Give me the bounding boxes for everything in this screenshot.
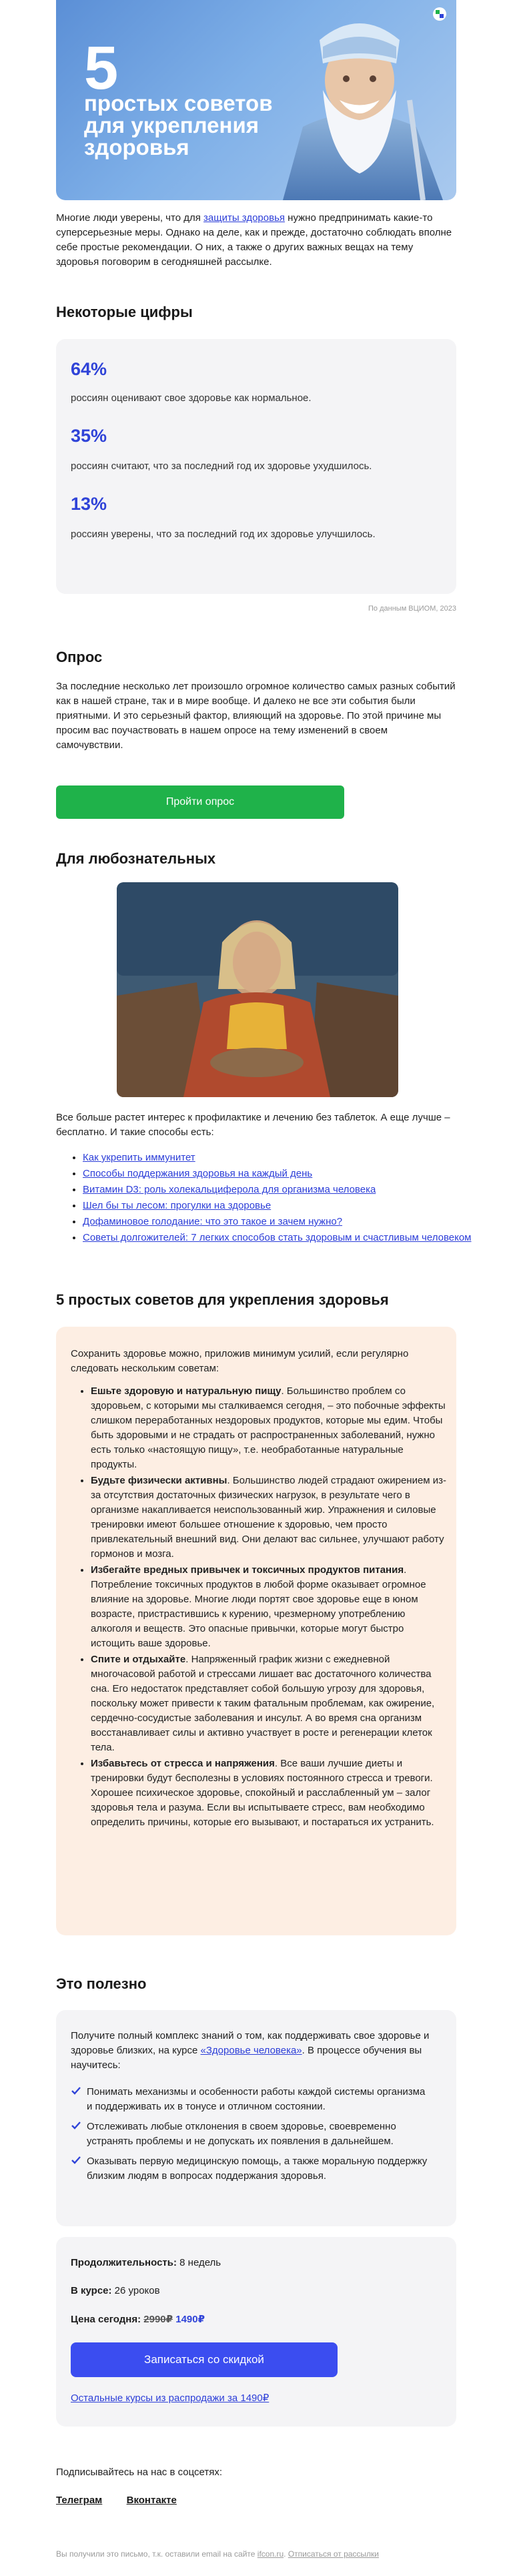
curious-links-list: [56, 1150, 483, 1246]
link-dopamine-fasting[interactable]: Дофаминовое голодание: что это такое и зачем нужно?: [83, 1216, 343, 1227]
stats-source: По данным ВЦИОМ, 2023: [368, 605, 456, 613]
tip-title: Ешьте здоровую и натуральную пищу: [91, 1385, 282, 1397]
take-survey-button[interactable]: Пройти опрос: [56, 785, 344, 819]
tip-text: . Напряженный график жизни с ежедневной многочасовой работой и стрессами лишает вас достаточного количества сна. Его недостаток представляет собой большую угрозу для здоровья, поскольку может привести к таким фатальным проблемам, как ожирение, сердечно-сосудистые заболевания и инсульт. А во время сна организм восстанавливает силы и активно участвует в росте и регенерации клеток тела.: [91, 1654, 435, 1753]
folk-tale-character-image: [117, 882, 398, 1097]
link-vitamin-d3[interactable]: Витамин D3: роль холекальциферола для организма человека: [83, 1184, 376, 1195]
checkmark-icon: [71, 2155, 81, 2166]
link-daily-health[interactable]: Способы поддержания здоровья на каждый день: [83, 1168, 313, 1179]
list-item: [83, 1214, 483, 1230]
useful-check-list: [71, 2085, 431, 2189]
old-price: 2990₽: [143, 2314, 173, 2325]
intro-text: [56, 211, 456, 270]
tips-heading: 5 простых советов для укрепления здоровья: [56, 1291, 389, 1308]
lessons-value: 26 уроков: [111, 2285, 160, 2296]
list-item: [83, 1198, 483, 1214]
tips-card: [56, 1327, 456, 1935]
survey-text: За последние несколько лет произошло огромное количество самых разных событий как в нашей стране, так и в мире вообще. И далеко не все эти события были приятными. И это серьезный фактор, влияющий на здоровье. По этой причине мы просим вас поучаствовать в нашем опросе на тему изменений в своем самочувствии.: [56, 681, 456, 751]
intro-text-end: нужно предпринимать какие-то суперсерьезные меры. Однако на деле, как и прежде, достаточно соблюдать вполне себе простые рекомендации. О них, а также о других важных вещах на тему здоровья поговорим в сегодняшней рассылке.: [56, 212, 452, 268]
stat-text-3: россиян уверены, что за последний год их здоровье улучшилось.: [71, 529, 376, 540]
curious-heading: Для любознательных: [56, 850, 216, 867]
useful-card: [56, 2010, 456, 2226]
useful-intro-start: Получите полный комплекс знаний о том, как поддерживать свое здоровье и здоровье близких, на курсе: [71, 2030, 430, 2056]
list-item: [71, 2154, 431, 2184]
duration-label: Продолжительность:: [71, 2257, 177, 2268]
list-item: [91, 1756, 447, 1830]
link-immunity[interactable]: Как укрепить иммунитет: [83, 1152, 195, 1163]
tip-title: Будьте физически активны: [91, 1475, 227, 1486]
new-price: 1490₽: [175, 2314, 205, 2325]
tips-intro: Сохранить здоровье можно, приложив минимум усилий, если регулярно следовать нескольким советам:: [71, 1348, 409, 1374]
site-link[interactable]: ifcon.ru: [257, 2549, 284, 2559]
list-item: [83, 1182, 483, 1198]
course-card: [56, 2237, 456, 2427]
tip-text: . Потребление токсичных продуктов в любой форме оказывает огромное влияние на здоровье. Многие люди портят свое здоровье еще в юном возрасте, пристрастившись к курению, чрезмерному употреблению алкоголя и веществ. Это опасные привычки, которые могут быстро истощить ваше здоровье.: [91, 1564, 426, 1649]
lessons-label: В курсе:: [71, 2285, 112, 2296]
link-longevity-tips[interactable]: Советы долгожителей: 7 легких способов стать здоровым и счастливым человеком: [83, 1232, 472, 1243]
footer-text-middle: .: [284, 2549, 288, 2559]
hero-number: 5: [84, 34, 117, 102]
checkmark-icon: [71, 2085, 81, 2096]
stat-value-2: 35%: [71, 426, 107, 446]
course-link[interactable]: «Здоровье человека»: [200, 2045, 302, 2056]
list-item: [91, 1384, 447, 1472]
course-price: [71, 2313, 205, 2325]
footer-text-start: Вы получили это письмо, т.к. оставили email на сайте: [56, 2549, 258, 2559]
stats-card: [56, 339, 456, 594]
brand-logo-icon: [432, 7, 447, 21]
social-links: [56, 2495, 456, 2506]
list-item: [71, 2120, 431, 2149]
list-item: [91, 1652, 447, 1755]
stats-heading: Некоторые цифры: [56, 304, 193, 320]
price-label: Цена сегодня:: [71, 2314, 141, 2325]
list-item: [91, 1474, 447, 1562]
tip-text: . Большинство людей страдают ожирением из-за отсутствия достаточных физических нагрузок, в результате чего в организме накапливается неиспользованный жир. Упражнения и силовые тренировки имеют большее отношение к здоровью, чем просто привлекательный внешний вид. Они делают вас сильнее, улучшают работу гормонов и мозга.: [91, 1475, 447, 1560]
useful-intro: [71, 2029, 442, 2073]
useful-heading: Это полезно: [56, 1975, 147, 1992]
other-courses-link[interactable]: Остальные курсы из распродажи за 1490₽: [71, 2392, 270, 2404]
stat-text-2: россиян считают, что за последний год их здоровье ухудшилось.: [71, 460, 372, 472]
tips-list: [71, 1384, 447, 1831]
curious-text: Все больше растет интерес к профилактике и лечению без таблеток. А еще лучше – бесплатно. И такие способы есть:: [56, 1112, 450, 1138]
santa-claus-image: [256, 0, 456, 200]
hero-banner: [56, 0, 456, 200]
intro-text-start: Многие люди уверены, что для: [56, 212, 204, 224]
course-lessons: [71, 2285, 160, 2296]
list-item: [83, 1166, 483, 1182]
telegram-link[interactable]: Телеграм: [56, 2495, 103, 2506]
list-item: [71, 2085, 431, 2114]
course-duration: [71, 2257, 221, 2268]
checkmark-icon: [71, 2120, 81, 2131]
stat-value-3: 13%: [71, 494, 107, 514]
hero-title: простых советов для укрепления здоровья: [84, 91, 273, 159]
stat-text-1: россиян оценивают свое здоровье как нормальное.: [71, 392, 312, 404]
tip-title: Избегайте вредных привычек и токсичных продуктов питания: [91, 1564, 404, 1576]
unsubscribe-link[interactable]: Отписаться от рассылки: [288, 2549, 380, 2559]
tip-text: . Большинство проблем со здоровьем, с которыми мы сталкиваемся сегодня, – это побочные эффекты слишком переработанных нездоровых продуктов, которые мы едим. Чтобы быть здоровыми и не страдать от распространенных заболеваний, нужно есть только «настоящую пищу», т.е. необработанные натуральные продукты.: [91, 1385, 446, 1470]
check-text: Отслеживать любые отклонения в своем здоровье, своевременно устранять проблемы и не допускать их появления в дальнейшем.: [87, 2121, 396, 2147]
health-protection-link[interactable]: защиты здоровья: [203, 212, 286, 224]
stat-value-1: 64%: [71, 359, 107, 379]
useful-intro-end: . В процессе обучения вы научитесь:: [71, 2045, 422, 2071]
survey-heading: Опрос: [56, 649, 103, 665]
list-item: [83, 1150, 483, 1166]
list-item: [83, 1230, 483, 1246]
enroll-discount-button[interactable]: Записаться со скидкой: [71, 2342, 338, 2377]
duration-value: 8 недель: [176, 2257, 221, 2268]
footer-text: [56, 2549, 456, 2559]
list-item: [91, 1563, 447, 1651]
social-text: Подписывайтесь на нас в соцсетях:: [56, 2467, 223, 2478]
check-text: Понимать механизмы и особенности работы каждой системы организма и поддерживать их в тонусе и отличном состоянии.: [87, 2086, 426, 2112]
tip-title: Спите и отдыхайте: [91, 1654, 186, 1665]
check-text: Оказывать первую медицинскую помощь, а также моральную поддержку близким людям в вопросах поддержания здоровья.: [87, 2156, 428, 2182]
tip-title: Избавьтесь от стресса и напряжения: [91, 1758, 275, 1769]
link-forest-walks[interactable]: Шел бы ты лесом: прогулки на здоровье: [83, 1200, 272, 1211]
vkontakte-link[interactable]: Вконтакте: [126, 2495, 177, 2506]
tip-text: . Все ваши лучшие диеты и тренировки будут бесполезны в условиях постоянного стресса и тревоги. Хорошее психическое здоровье, спокойный и расслабленный ум – залог здоровья тела и разума. Если вы испытываете стресс, вам необходимо определить причины, которые его вызывают, и постараться их устранить.: [91, 1758, 434, 1828]
